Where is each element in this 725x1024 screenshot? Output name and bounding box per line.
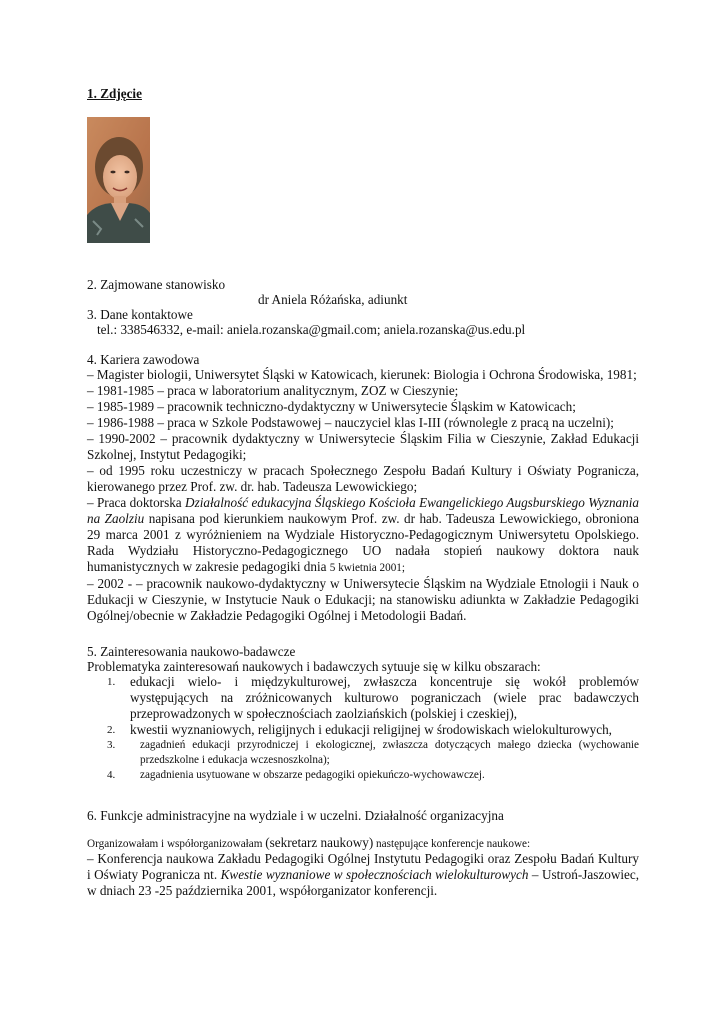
list-number: 2.	[107, 724, 116, 736]
career-item: – od 1995 roku uczestniczy w pracach Społecznego Zespołu Badań Kultury i Oświaty Pogranicza, kierowanego przez Prof. zw. dr. hab. Tadeusza Lewowickiego;	[87, 463, 639, 494]
section-2-heading: 2. Zajmowane stanowisko	[87, 277, 226, 292]
career-list	[87, 367, 639, 624]
phd-prefix: – Praca doktorska	[87, 495, 186, 510]
list-number: 3.	[107, 739, 116, 751]
section-5-heading: 5. Zainteresowania naukowo-badawcze	[87, 644, 296, 659]
conferences-intro-c: następujące konferencje naukowe:	[373, 838, 531, 850]
conference-title: Kwestie wyznaniowe w społecznościach wielokulturowych	[220, 867, 529, 882]
phd-description: napisana pod kierunkiem naukowym Prof. zw. dr hab. Tadeusza Lewowickiego, obroniona 29 marca 2001 z wyróżnieniem na Wydziale Historyczno-Pedagogicznym Uniwersytetu Opolskiego. Rada Wydziału Historyczno-Pedagogicznego UO nadała stopień naukowy doktora nauk humanistycznych w zakresie pedagogiki dnia	[87, 511, 639, 574]
conferences-intro-a: Organizowałam i współorganizowałam	[87, 838, 266, 850]
section-3-heading: 3. Dane kontaktowe	[87, 307, 193, 322]
conference-details: – Ustroń-Jaszowiec, w dniach 23 -25 października 2001, współorganizator konferencji.	[87, 867, 640, 898]
section-1-heading: 1. Zdjęcie	[87, 86, 142, 101]
portrait-photo	[87, 117, 150, 243]
conferences-intro	[87, 835, 639, 852]
section-6-heading: 6. Funkcje administracyjne na wydziale i w uczelni. Działalność organizacyjna	[87, 808, 504, 823]
career-item: – 1985-1989 – pracownik techniczno-dydaktyczny w Uniwersytecie Śląskim w Katowicach;	[87, 399, 576, 414]
career-item: – 1990-2002 – pracownik dydaktyczny w Uniwersytecie Śląskim Filia w Cieszynie, Zakład Edukacji Szkolnej, Instytut Pedagogiki;	[87, 431, 639, 462]
list-item	[87, 738, 639, 768]
list-number: 1.	[107, 676, 116, 688]
list-text: kwestii wyznaniowych, religijnych i edukacji religijnej w środowiskach wielokulturowych,	[130, 722, 612, 737]
list-number: 4.	[107, 769, 116, 781]
list-text: zagadnień edukacji przyrodniczej i ekologicznej, zwłaszcza dotyczących małego dziecka (wychowanie przedszkolne i edukacja wczesnoszkolna);	[140, 739, 639, 766]
list-item	[87, 768, 639, 783]
contact-line: tel.: 338546332, e-mail: aniela.rozanska@gmail.com; aniela.rozanska@us.edu.pl	[97, 322, 526, 337]
career-item: – 1986-1988 – praca w Szkole Podstawowej – nauczyciel klas I-III (równolegle z pracą na uczelni);	[87, 415, 614, 430]
conferences-intro-b: (sekretarz naukowy)	[265, 835, 374, 850]
list-text: edukacji wielo- i międzykulturowej, zwłaszcza koncentruje się wokół problemów występujących na zróżnicowanych kulturowo pograniczach (wiele prac badawczych przeprowadzonych w społecznościach zaolziańskich (polskiej i czeskiej),	[130, 674, 639, 721]
phd-title: Działalność edukacyjna Śląskiego Kościoła Ewangelickiego Augsburskiego Wyznania na Zaolziu	[87, 495, 640, 526]
conference-item	[87, 851, 639, 899]
interests-list	[87, 674, 639, 783]
list-item	[87, 722, 639, 738]
list-text: zagadnienia usytuowane w obszarze pedagogiki opiekuńczo-wychowawczej.	[140, 769, 485, 781]
career-item: – 1981-1985 – praca w laboratorium analitycznym, ZOZ w Cieszynie;	[87, 383, 459, 398]
phd-date: 5 kwietnia 2001;	[329, 562, 405, 574]
interests-intro: Problematyka zainteresowań naukowych i badawczych sytuuje się w kilku obszarach:	[87, 659, 541, 674]
section-4-heading: 4. Kariera zawodowa	[87, 352, 200, 367]
career-item-phd	[87, 495, 639, 576]
position-value: dr Aniela Różańska, adiunkt	[258, 292, 408, 307]
career-item: – Magister biologii, Uniwersytet Śląski w Katowicach, kierunek: Biologia i Ochrona Środowiska, 1981;	[87, 367, 637, 382]
conference-prefix: – Konferencja naukowa Zakładu Pedagogiki Ogólnej Instytutu Pedagogiki oraz Zespołu Badań Kultury i Oświaty Pogranicza nt.	[87, 851, 639, 882]
list-item	[87, 674, 639, 722]
career-item: – 2002 - – pracownik naukowo-dydaktyczny w Uniwersytecie Śląskim na Wydziale Etnologii i Nauk o Edukacji w Cieszynie, w Instytucie Nauk o Edukacji; na stanowisku adiunkta w Zakładzie Pedagogiki Ogólnej/obecnie w Zakładzie Pedagogiki Ogólnej i Metodologii Badań.	[87, 576, 639, 623]
